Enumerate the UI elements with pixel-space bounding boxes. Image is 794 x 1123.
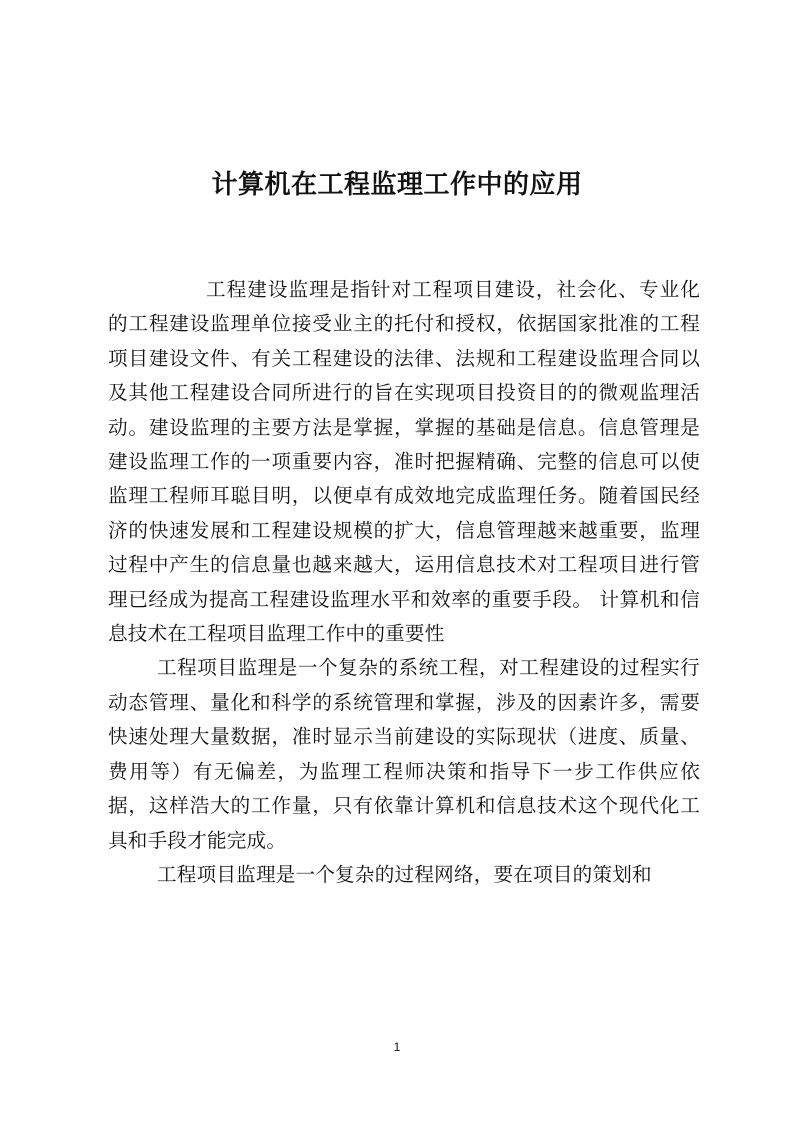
- page-title: 计算机在工程监理工作中的应用: [211, 170, 583, 201]
- paragraph-system-engineering: 工程项目监理是一个复杂的系统工程，对工程建设的过程实行动态管理、量化和科学的系统管理和掌握，涉及的因素许多，需要快速处理大量数据，准时显示当前建设的实际现状（进度、质量、费用等）有无偏差，为监理工程师决策和指导下一步工作供应依据，这样浩大的工作量，只有依靠计算机和信息技术这个现代化工具和手段才能完成。: [108, 656, 700, 852]
- paragraph-intro: 工程建设监理是指针对工程项目建设，社会化、专业化的工程建设监理单位接受业主的托付和授权，依据国家批准的工程项目建设文件、有关工程建设的法律、法规和工程建设监理合同以及其他工程建设合同所进行的旨在实现项目投资目的的微观监理活动。建设监理的主要方法是掌握，掌握的基础是信息。信息管理是建设监理工作的一项重要内容，准时把握精确、完整的信息可以使监理工程师耳聪目明，以便卓有成效地完成监理任务。随着国民经济的快速发展和工程建设规模的扩大，信息管理越来越重要，监理过程中产生的信息量也越来越大，运用信息技术对工程项目进行管理已经成为提高工程建设监理水平和效率的重要手段。 计算机和信息技术在工程项目监理工作中的重要性: [108, 278, 700, 646]
- page-number: 1: [393, 1040, 401, 1054]
- document-body: [108, 273, 700, 892]
- paragraph-process-network: 工程项目监理是一个复杂的过程网络，要在项目的策划和: [157, 862, 652, 886]
